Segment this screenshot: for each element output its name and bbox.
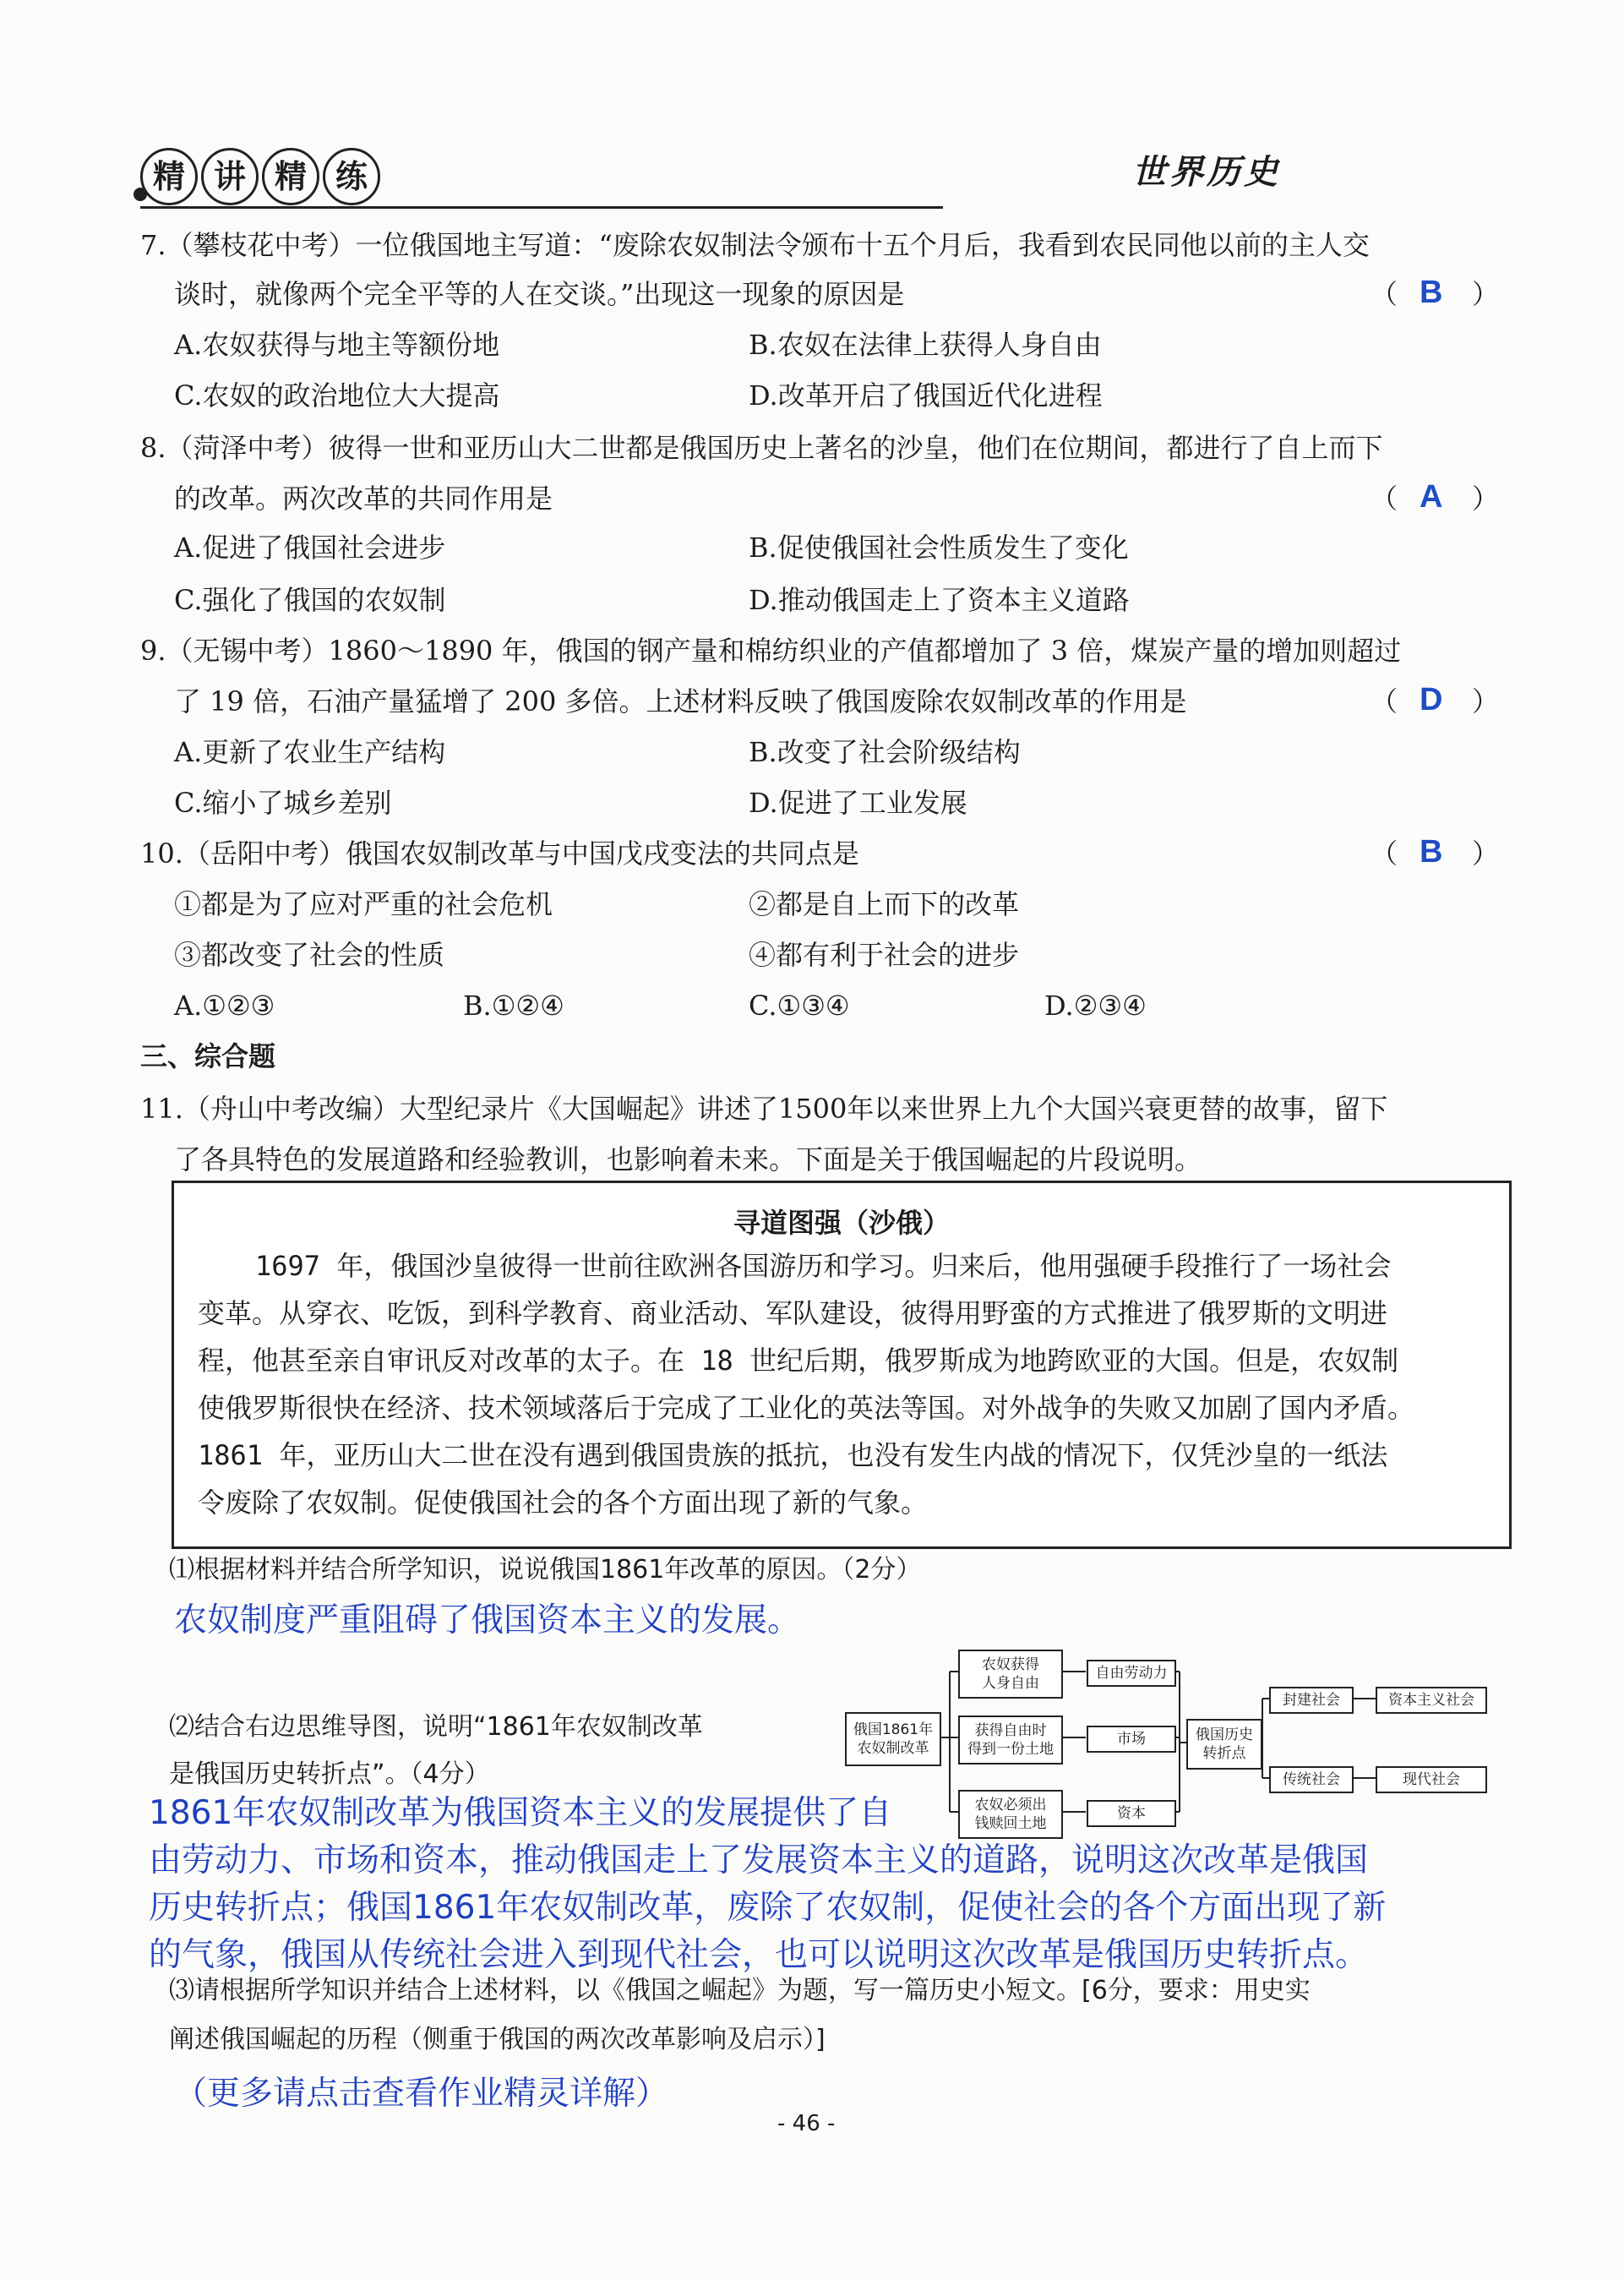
option-b: B.农奴在法律上获得人身自由 xyxy=(749,329,1102,361)
sub-question-1: ⑴根据材料并结合所学知识，说说俄国1861年改革的原因。（2分） xyxy=(169,1555,922,1585)
brand-char-3: 精 xyxy=(262,148,319,205)
answer-mark: B xyxy=(1420,275,1443,310)
answer-paren-open: （ xyxy=(1371,483,1398,515)
sub-question-2: ⑵结合右边思维导图，说明“1861年农奴制改革 xyxy=(169,1712,703,1742)
option-a: A.促进了俄国社会进步 xyxy=(174,532,446,564)
statement-4: ④都有利于社会的进步 xyxy=(749,939,1020,971)
sub-question-3: 阐述俄国崛起的历程（侧重于俄国的两次改革影响及启示）] xyxy=(169,2025,826,2054)
material-line: 使俄罗斯很快在经济、技术领域落后于完成了工业化的英法等国。对外战争的失败又加剧了国内矛盾。 xyxy=(198,1392,1415,1424)
handwritten-answer-2: 1861年农奴制改革为俄国资本主义的发展提供了自 xyxy=(149,1794,892,1832)
brand-char-2: 讲 xyxy=(201,148,259,205)
mind-map-root-line: 农奴制改革 xyxy=(857,1740,929,1757)
option-c: C.缩小了城乡差别 xyxy=(174,787,392,819)
option-b: B.改变了社会阶级结构 xyxy=(749,736,1021,768)
answer-paren-close: ） xyxy=(1472,685,1500,717)
handwritten-answer-2: 的气象，俄国从传统社会进入到现代社会，也可以说明这次改革是俄国历史转折点。 xyxy=(149,1936,1369,1974)
answer-paren-open: （ xyxy=(1371,278,1398,310)
mind-map-cause-2 xyxy=(958,1715,1063,1765)
answer-paren-close: ） xyxy=(1472,483,1500,515)
mind-map-cause-line: 获得自由时 xyxy=(974,1722,1047,1739)
option-c: C.强化了俄国的农奴制 xyxy=(174,584,446,616)
mind-map-cause-line: 农奴必须出 xyxy=(974,1797,1047,1814)
mind-map-capitalist: 资本主义社会 xyxy=(1376,1687,1487,1714)
question-stem: 的改革。两次改革的共同作用是 xyxy=(174,483,553,515)
option-a: A.农奴获得与地主等额份地 xyxy=(174,329,500,361)
answer-mark: D xyxy=(1420,682,1443,717)
page-number: - 46 - xyxy=(777,2111,836,2136)
mind-map-turning-point xyxy=(1186,1719,1262,1770)
answer-paren-close: ） xyxy=(1472,837,1500,870)
answer-paren-open: （ xyxy=(1371,685,1398,717)
mind-map-cause-3 xyxy=(958,1790,1063,1839)
option-d: D.②③④ xyxy=(1044,990,1147,1022)
section-title: 三、综合题 xyxy=(140,1040,276,1072)
material-line: 1861 年，亚历山大二世在没有遇到俄国贵族的抵抗，也没有发生内战的情况下，仅凭沙皇的一纸法 xyxy=(198,1439,1388,1471)
question-stem: 了各具特色的发展道路和经验教训，也影响着未来。下面是关于俄国崛起的片段说明。 xyxy=(174,1143,1202,1175)
sub-question-3: ⑶请根据所学知识并结合上述材料，以《俄国之崛起》为题，写一篇历史小短文。[6分，要求：用史实 xyxy=(169,1976,1311,2005)
question-stem: 8.（菏泽中考）彼得一世和亚历山大二世都是俄国历史上著名的沙皇，他们在位期间，都进行了自上而下 xyxy=(140,432,1383,464)
option-d: D.推动俄国走上了资本主义道路 xyxy=(749,584,1130,616)
question-stem: 10.（岳阳中考）俄国农奴制改革与中国戊戌变法的共同点是 xyxy=(140,837,859,870)
question-stem: 9.（无锡中考）1860～1890 年，俄国的钢产量和棉纺织业的产值都增加了 3 倍，煤炭产量的增加则超过 xyxy=(140,635,1402,667)
option-d: D.改革开启了俄国近代化进程 xyxy=(749,379,1103,412)
handwritten-answer-2: 由劳动力、市场和资本，推动俄国走上了发展资本主义的道路，说明这次改革是俄国 xyxy=(149,1841,1369,1879)
mind-map-result-market: 市场 xyxy=(1087,1726,1176,1753)
brand-char-1: 精 xyxy=(140,148,198,205)
mind-map-cause-line: 农奴获得 xyxy=(982,1656,1039,1673)
more-details-link[interactable]: （更多请点击查看作业精灵详解） xyxy=(174,2075,669,2113)
option-c: C.①③④ xyxy=(749,990,850,1022)
material-line: 令废除了农奴制。促使俄国社会的各个方面出现了新的气象。 xyxy=(198,1486,929,1519)
question-stem: 11.（舟山中考改编）大型纪录片《大国崛起》讲述了1500年以来世界上九个大国兴衰更替的故事，留下 xyxy=(140,1093,1388,1125)
option-d: D.促进了工业发展 xyxy=(749,787,967,819)
brand-char-4: 练 xyxy=(323,148,380,205)
mind-map-turning-line: 俄国历史 xyxy=(1196,1726,1253,1743)
material-line: 1697 年，俄国沙皇彼得一世前往欧洲各国游历和学习。归来后，他用强硬手段推行了一场社会 xyxy=(255,1250,1392,1282)
question-stem: 7.（攀枝花中考）一位俄国地主写道：“废除农奴制法令颁布十五个月后，我看到农民同他以前的主人交 xyxy=(140,229,1370,261)
mind-map-traditional: 传统社会 xyxy=(1269,1766,1354,1793)
answer-paren-close: ） xyxy=(1472,278,1500,310)
mind-map-cause-line: 得到一份土地 xyxy=(967,1741,1054,1758)
statement-1: ①都是为了应对严重的社会危机 xyxy=(174,888,553,920)
option-c: C.农奴的政治地位大大提高 xyxy=(174,379,500,412)
handwritten-answer-1: 农奴制度严重阻碍了俄国资本主义的发展。 xyxy=(174,1601,801,1639)
mind-map-cause-1 xyxy=(958,1650,1063,1699)
material-line: 变革。从穿衣、吃饭，到科学教育、商业活动、军队建设，彼得用野蛮的方式推进了俄罗斯的文明进 xyxy=(198,1297,1388,1329)
handwritten-answer-2: 历史转折点；俄国1861年农奴制改革，废除了农奴制，促使社会的各个方面出现了新 xyxy=(149,1889,1387,1927)
material-line: 程，他甚至亲自审讯反对改革的太子。在 18 世纪后期，俄罗斯成为地跨欧亚的大国。但是，农奴制 xyxy=(198,1345,1399,1377)
answer-mark: A xyxy=(1420,479,1443,515)
question-stem: 了 19 倍，石油产量猛增了 200 多倍。上述材料反映了俄国废除农奴制改革的作用是 xyxy=(174,685,1187,717)
mind-map-result-capital: 资本 xyxy=(1087,1800,1176,1827)
mind-map-cause-line: 钱赎回土地 xyxy=(974,1815,1047,1832)
answer-mark: B xyxy=(1420,834,1443,870)
statement-3: ③都改变了社会的性质 xyxy=(174,939,445,971)
option-b: B.①②④ xyxy=(463,990,564,1022)
mind-map-root-line: 俄国1861年 xyxy=(853,1721,934,1738)
mind-map-cause-line: 人身自由 xyxy=(982,1675,1039,1692)
mind-map-feudal: 封建社会 xyxy=(1269,1687,1354,1714)
material-title: 寻道图强（沙俄） xyxy=(733,1207,950,1239)
mind-map-root xyxy=(845,1712,941,1766)
option-b: B.促使俄国社会性质发生了变化 xyxy=(749,532,1129,564)
option-a: A.①②③ xyxy=(174,990,275,1022)
option-a: A.更新了农业生产结构 xyxy=(174,736,446,768)
answer-paren-open: （ xyxy=(1371,837,1398,870)
sub-question-2: 是俄国历史转折点”。（4分） xyxy=(169,1759,490,1789)
mind-map-turning-line: 转折点 xyxy=(1202,1745,1246,1762)
mind-map-modern: 现代社会 xyxy=(1376,1766,1487,1793)
question-stem: 谈时，就像两个完全平等的人在交谈。”出现这一现象的原因是 xyxy=(174,278,905,310)
subject-title: 世界历史 xyxy=(1132,153,1281,192)
statement-2: ②都是自上而下的改革 xyxy=(749,888,1020,920)
mind-map-result-labor: 自由劳动力 xyxy=(1087,1660,1176,1687)
